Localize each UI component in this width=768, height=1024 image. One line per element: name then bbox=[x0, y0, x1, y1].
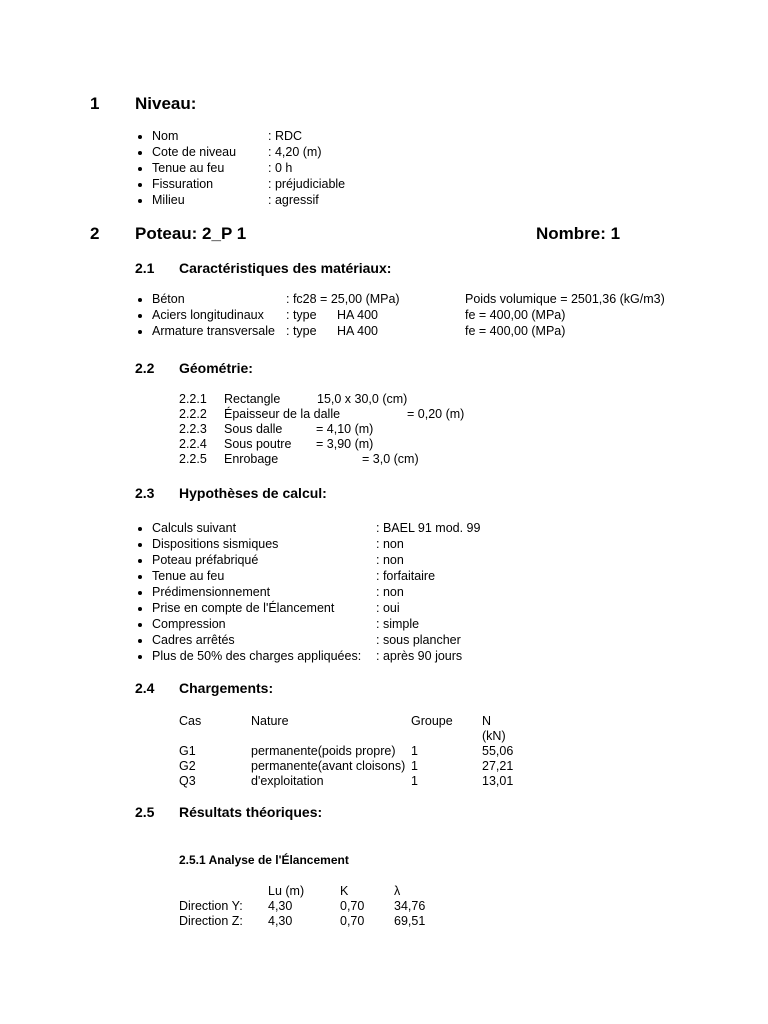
geometry-value: = 3,0 (cm) bbox=[362, 452, 419, 466]
bullet bbox=[138, 575, 142, 579]
column-header-lambda: λ bbox=[394, 884, 401, 898]
section-2-5-title: Résultats théoriques: bbox=[179, 804, 323, 820]
geometry-label: Enrobage bbox=[224, 452, 279, 466]
section-2-2-title: Géométrie: bbox=[179, 360, 253, 376]
geometry-label: Épaisseur de la dalle bbox=[224, 407, 341, 421]
bullet bbox=[138, 298, 142, 302]
bullet bbox=[138, 607, 142, 611]
bullet bbox=[138, 623, 142, 627]
hypothesis-value: : non bbox=[376, 585, 404, 599]
cell-nature: d'exploitation bbox=[251, 774, 324, 788]
bullet bbox=[138, 330, 142, 334]
section-2-title: Poteau: 2_P 1 bbox=[135, 224, 247, 243]
cell-n: 13,01 bbox=[482, 774, 514, 788]
bullet bbox=[138, 543, 142, 547]
hypothesis-label: Compression bbox=[152, 617, 226, 631]
bullet bbox=[138, 199, 142, 203]
hypothesis-value: : sous plancher bbox=[376, 633, 461, 647]
hypothesis-label: Cadres arrêtés bbox=[152, 633, 235, 647]
hypothesis-label: Prise en compte de l'Élancement bbox=[152, 601, 335, 615]
bullet bbox=[138, 655, 142, 659]
column-header-nature: Nature bbox=[251, 714, 289, 728]
column-header-groupe: Groupe bbox=[411, 714, 453, 728]
list-item-label: Cote de niveau bbox=[152, 145, 237, 159]
material-value: : type bbox=[286, 308, 317, 322]
cell-direction: Direction Z: bbox=[179, 914, 243, 928]
list-item-label: Milieu bbox=[152, 193, 185, 207]
geometry-number: 2.2.3 bbox=[179, 422, 207, 436]
cell-cas: G1 bbox=[179, 744, 196, 758]
hypothesis-label: Prédimensionnement bbox=[152, 585, 271, 599]
section-2-number: 2 bbox=[90, 224, 100, 243]
section-2-4-number: 2.4 bbox=[135, 680, 155, 696]
material-type: HA 400 bbox=[337, 324, 379, 338]
bullet bbox=[138, 559, 142, 563]
section-2-1-number: 2.1 bbox=[135, 260, 155, 276]
hypothesis-value: : non bbox=[376, 553, 404, 567]
hypothesis-label: Calculs suivant bbox=[152, 521, 237, 535]
cell-lambda: 34,76 bbox=[394, 899, 426, 913]
column-header-k: K bbox=[340, 884, 349, 898]
cell-groupe: 1 bbox=[411, 759, 418, 773]
list-item-label: Tenue au feu bbox=[152, 161, 225, 175]
bullet bbox=[138, 314, 142, 318]
cell-n: 55,06 bbox=[482, 744, 514, 758]
section-2-3-title: Hypothèses de calcul: bbox=[179, 485, 327, 501]
hypothesis-label: Dispositions sismiques bbox=[152, 537, 279, 551]
geometry-number: 2.2.1 bbox=[179, 392, 207, 406]
section-2-4-title: Chargements: bbox=[179, 680, 274, 696]
cell-nature: permanente(poids propre) bbox=[251, 744, 396, 758]
hypothesis-value: : simple bbox=[376, 617, 420, 631]
cell-n: 27,21 bbox=[482, 759, 514, 773]
geometry-value: = 0,20 (m) bbox=[407, 407, 465, 421]
geometry-label: Sous poutre bbox=[224, 437, 292, 451]
material-label: Armature transversale bbox=[152, 324, 275, 338]
geometry-label: Rectangle bbox=[224, 392, 281, 406]
cell-lambda: 69,51 bbox=[394, 914, 426, 928]
geometry-value: = 3,90 (m) bbox=[316, 437, 374, 451]
geometry-label: Sous dalle bbox=[224, 422, 283, 436]
section-1-title: Niveau: bbox=[135, 94, 197, 113]
bullet bbox=[138, 639, 142, 643]
column-header-lu: Lu (m) bbox=[268, 884, 305, 898]
material-label: Béton bbox=[152, 292, 185, 306]
cell-groupe: 1 bbox=[411, 744, 418, 758]
bullet bbox=[138, 183, 142, 187]
section-2-3-number: 2.3 bbox=[135, 485, 155, 501]
bullet bbox=[138, 135, 142, 139]
column-header-n: N bbox=[482, 714, 492, 728]
geometry-number: 2.2.5 bbox=[179, 452, 207, 466]
geometry-number: 2.2.2 bbox=[179, 407, 207, 421]
section-2-5-number: 2.5 bbox=[135, 804, 155, 820]
material-extra: fe = 400,00 (MPa) bbox=[465, 324, 566, 338]
cell-cas: G2 bbox=[179, 759, 196, 773]
hypothesis-value: : après 90 jours bbox=[376, 649, 463, 663]
list-item-value: : 0 h bbox=[268, 161, 293, 175]
material-label: Aciers longitudinaux bbox=[152, 308, 264, 322]
hypothesis-label: Poteau préfabriqué bbox=[152, 553, 259, 567]
list-item-label: Fissuration bbox=[152, 177, 214, 191]
column-header-n-unit: (kN) bbox=[482, 729, 506, 743]
section-2-2-number: 2.2 bbox=[135, 360, 155, 376]
hypothesis-value: : non bbox=[376, 537, 404, 551]
list-item-label: Nom bbox=[152, 129, 179, 143]
list-item-value: : 4,20 (m) bbox=[268, 145, 322, 159]
hypothesis-value: : oui bbox=[376, 601, 400, 615]
geometry-value: = 4,10 (m) bbox=[316, 422, 374, 436]
cell-nature: permanente(avant cloisons) bbox=[251, 759, 406, 773]
bullet bbox=[138, 151, 142, 155]
geometry-number: 2.2.4 bbox=[179, 437, 207, 451]
geometry-value: 15,0 x 30,0 (cm) bbox=[317, 392, 408, 406]
cell-lu: 4,30 bbox=[268, 899, 293, 913]
material-extra: fe = 400,00 (MPa) bbox=[465, 308, 566, 322]
list-item-value: : RDC bbox=[268, 129, 303, 143]
column-header-cas: Cas bbox=[179, 714, 202, 728]
cell-k: 0,70 bbox=[340, 899, 365, 913]
bullet bbox=[138, 591, 142, 595]
hypothesis-label: Plus de 50% des charges appliquées: bbox=[152, 649, 362, 663]
material-value: : type bbox=[286, 324, 317, 338]
hypothesis-value: : BAEL 91 mod. 99 bbox=[376, 521, 481, 535]
material-type: HA 400 bbox=[337, 308, 379, 322]
bullet bbox=[138, 167, 142, 171]
section-1-number: 1 bbox=[90, 94, 100, 113]
cell-lu: 4,30 bbox=[268, 914, 293, 928]
bullet bbox=[138, 527, 142, 531]
material-value: : fc28 = 25,00 (MPa) bbox=[286, 292, 400, 306]
cell-cas: Q3 bbox=[179, 774, 196, 788]
hypothesis-label: Tenue au feu bbox=[152, 569, 225, 583]
section-2-5-1-title: 2.5.1 Analyse de l'Élancement bbox=[179, 853, 349, 867]
list-item-value: : agressif bbox=[268, 193, 319, 207]
section-2-count: Nombre: 1 bbox=[536, 224, 621, 243]
section-2-1-title: Caractéristiques des matériaux: bbox=[179, 260, 392, 276]
list-item-value: : préjudiciable bbox=[268, 177, 346, 191]
hypothesis-value: : forfaitaire bbox=[376, 569, 436, 583]
material-extra: Poids volumique = 2501,36 (kG/m3) bbox=[465, 292, 665, 306]
cell-direction: Direction Y: bbox=[179, 899, 243, 913]
cell-k: 0,70 bbox=[340, 914, 365, 928]
cell-groupe: 1 bbox=[411, 774, 418, 788]
